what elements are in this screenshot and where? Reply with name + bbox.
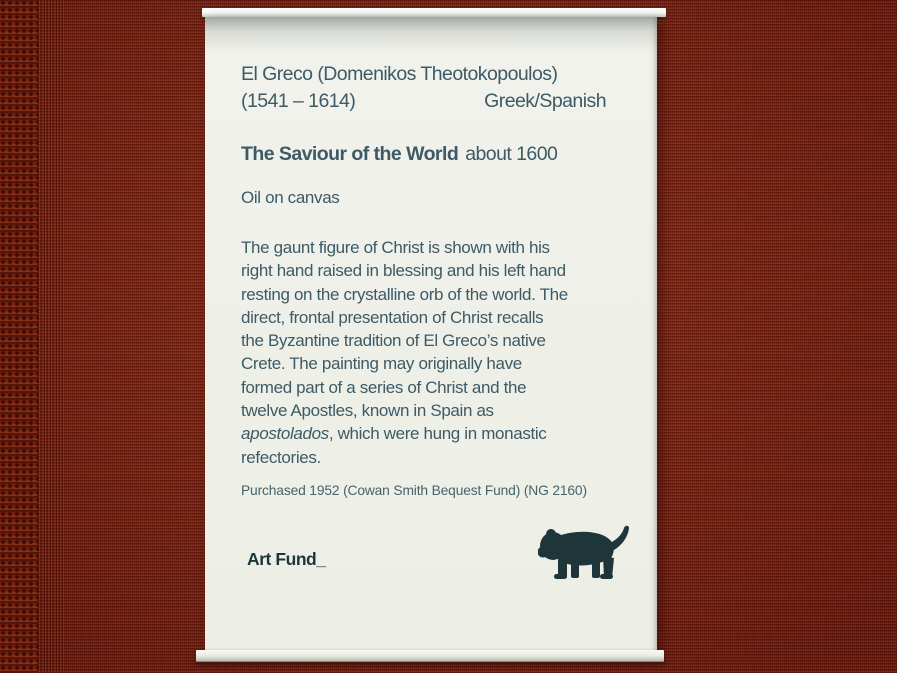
art-fund-logo-text: Art Fund_ [247,549,326,569]
description-line: resting on the crystalline orb of the world. The [241,284,568,304]
museum-label-card [205,17,657,652]
artwork-date: about 1600 [465,143,558,165]
wall-fabric-seam [0,0,38,673]
artwork-medium: Oil on canvas [241,188,340,207]
artwork-title: The Saviour of the World [241,143,459,165]
description-line [241,422,568,445]
description-line: The gaunt figure of Christ is shown with his [241,238,550,257]
rail-shadow [205,17,657,53]
art-fund-dog-icon [538,525,632,583]
artwork-title-line [241,143,557,166]
label-holder [196,8,666,663]
description-line: twelve Apostles, known in Spain as [241,401,494,421]
description-line: formed part of a series of Christ and the [241,377,527,397]
label-rail-top [202,8,666,17]
description-line-rest: , which were hung in monastic [328,424,547,444]
description-italic-word: apostolados [241,424,329,444]
wall-fabric-rib [38,0,65,673]
description-line: refectories. [241,447,321,467]
artwork-description [241,236,568,469]
artist-name: El Greco (Domenikos Theotokopoulos) [241,63,558,85]
description-line: right hand raised in blessing and his left hand [241,261,566,281]
description-line: direct, frontal presentation of Christ recalls [241,307,544,327]
description-line: Crete. The painting may originally have [241,354,522,374]
artist-dates: (1541 – 1614) [241,90,356,112]
artist-nationality: Greek/Spanish [484,90,606,112]
credit-line: Purchased 1952 (Cowan Smith Bequest Fund) (NG 2160) [241,483,587,498]
description-line: the Byzantine tradition of El Greco’s native [241,331,546,351]
label-rail-bottom [196,650,664,662]
